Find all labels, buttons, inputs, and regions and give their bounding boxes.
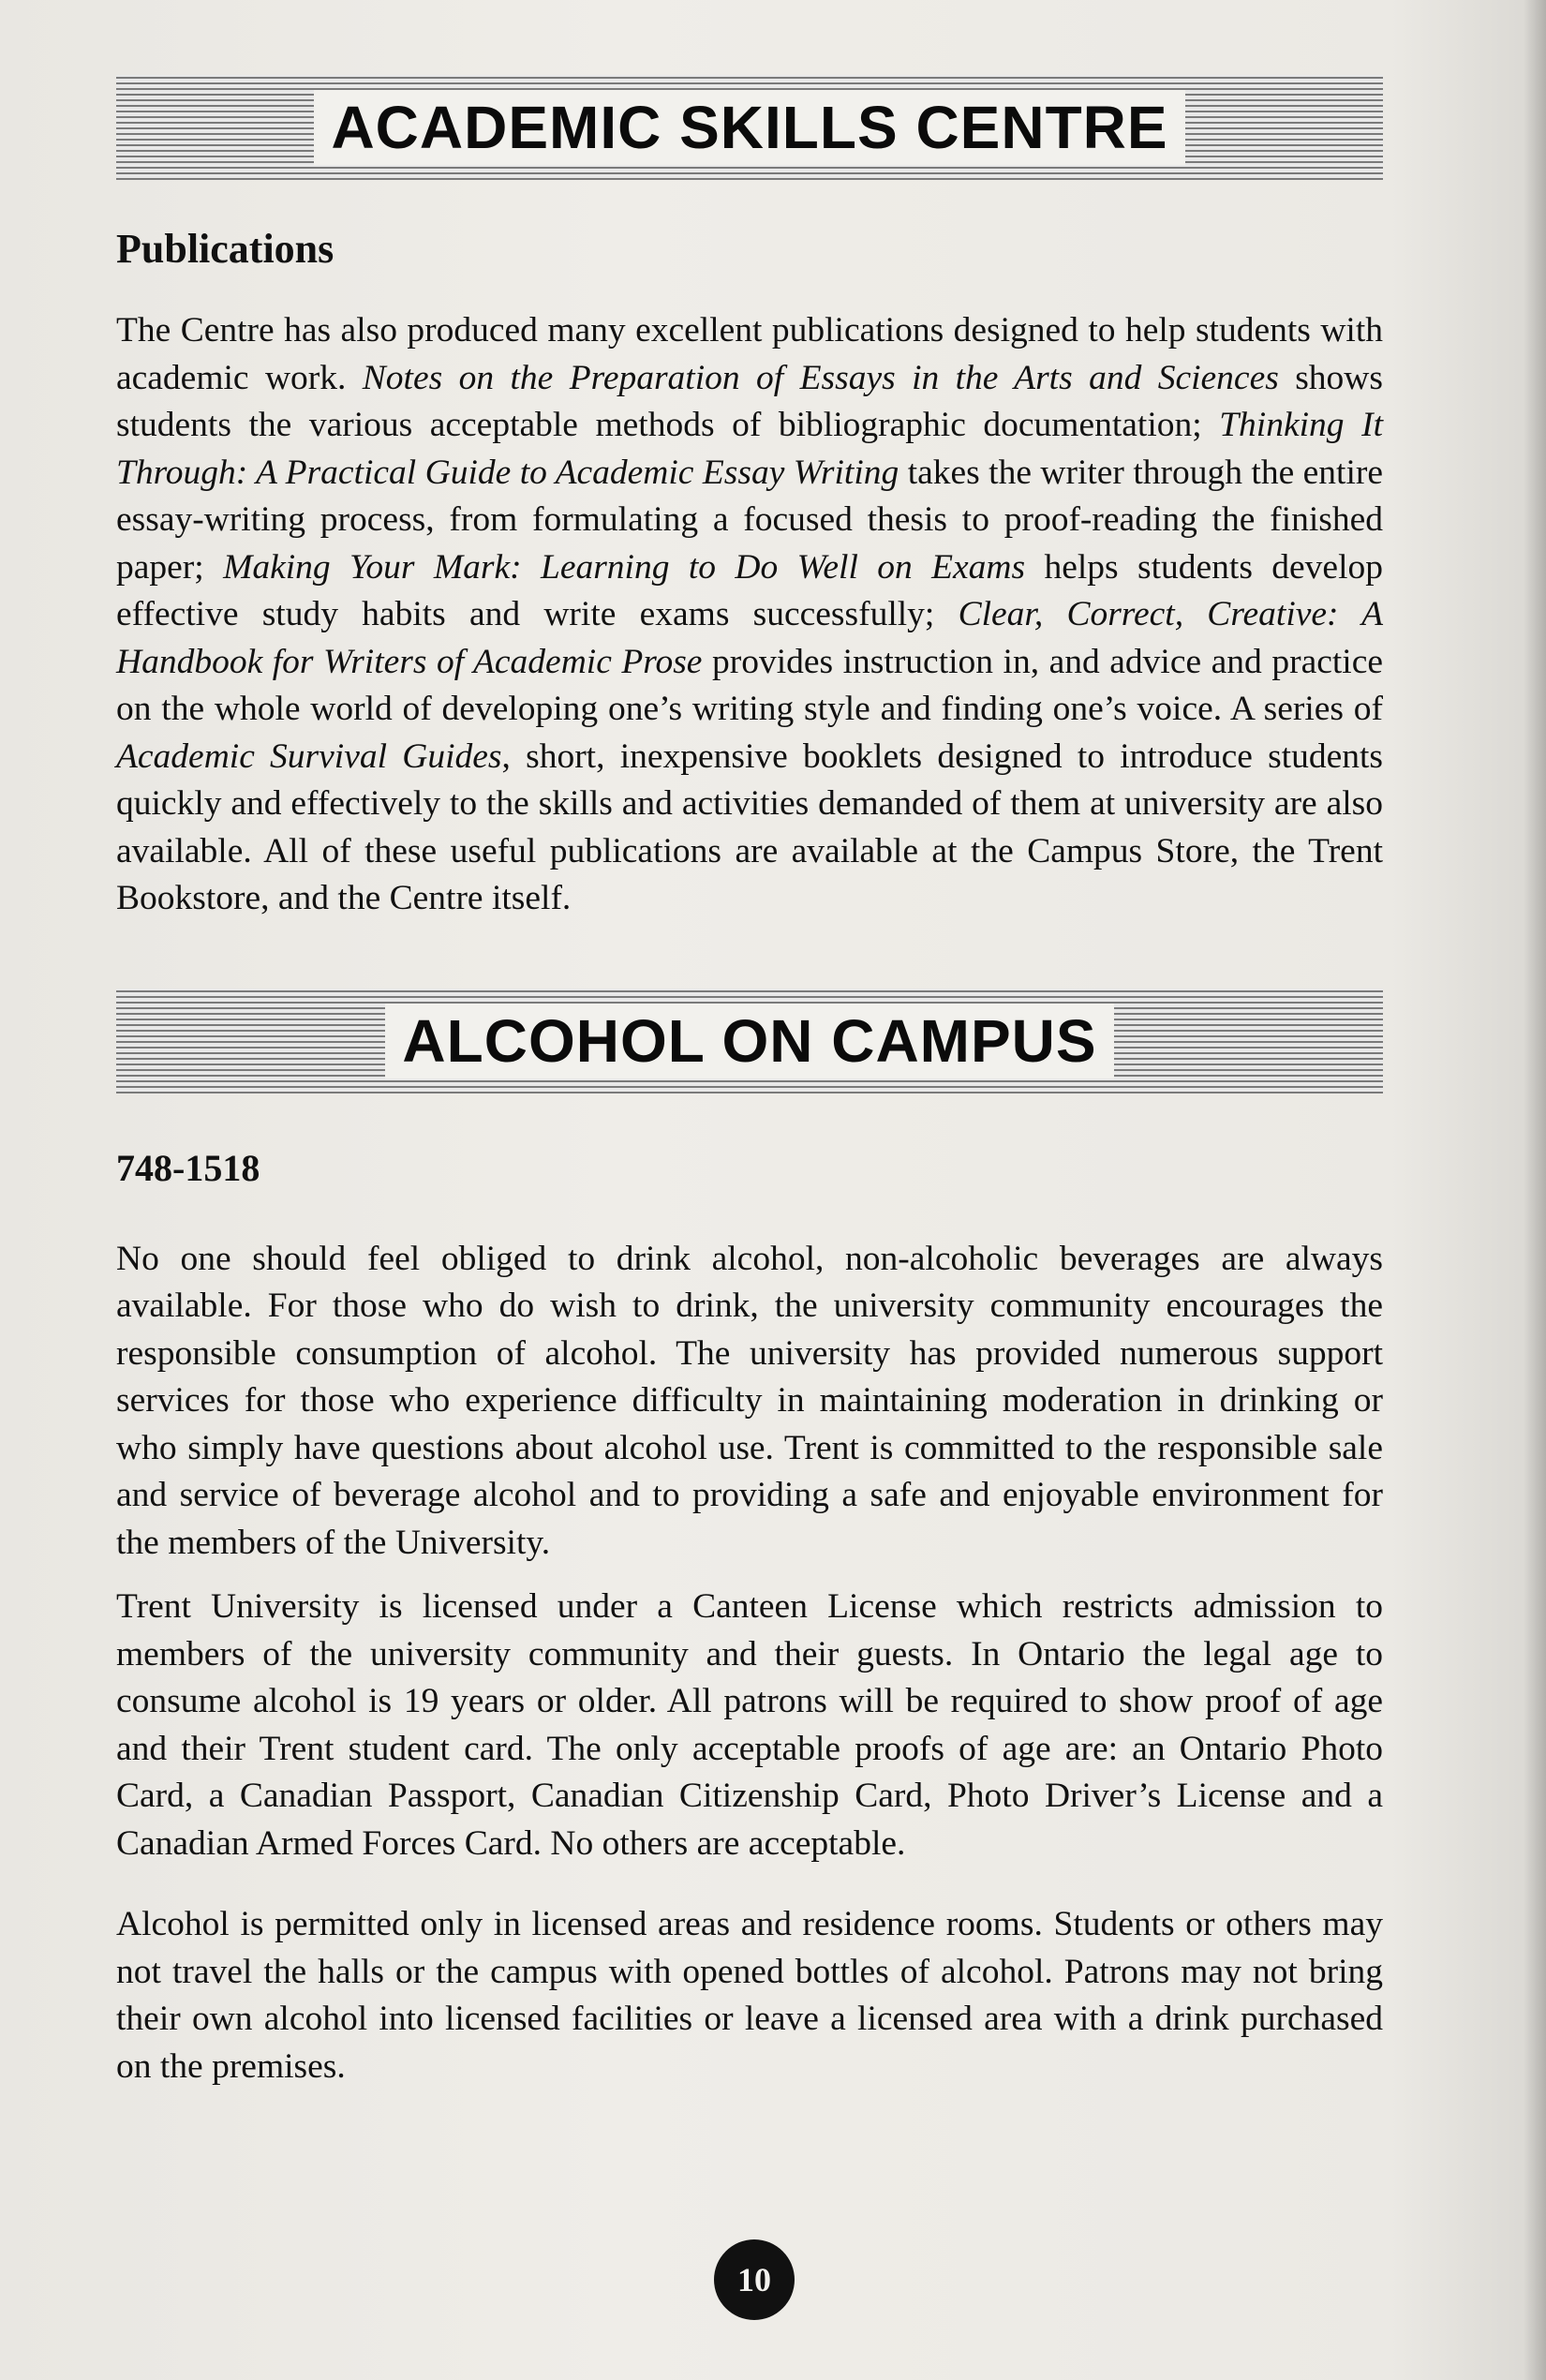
- paragraph-text: , short, inexpensive booklets designed to introduce students quickly and effectively to the skills and activities demanded of them at university are also available. All of these useful publications are available at the Campus Store, the Trent Bookstore, and the Centre itself.: [116, 736, 1383, 917]
- publication-title: Clear, Correct, Creative: A Handbook for Writers of Academic Prose: [116, 595, 1383, 681]
- page-number-badge: [714, 2239, 795, 2320]
- paragraph-text: shows students the various acceptable methods of bibliographic documentation;: [116, 358, 1383, 444]
- alcohol-paragraph: Alcohol is permitted only in licensed areas and residence rooms. Students or others may not travel the halls or the campus with opened bottles of alcohol. Patrons may not bring their own alcohol into licensed facilities or leave a licensed area with a drink purchased on the premises.: [116, 1905, 1383, 2086]
- publications-paragraph: [116, 307, 1383, 923]
- page-content: [116, 75, 1383, 2090]
- phone-number: 748-1518: [116, 1146, 260, 1189]
- publication-title: Making Your Mark: Learning to Do Well on Exams: [223, 547, 1026, 587]
- paragraph-text: helps students develop effective study habits and write exams successfully;: [116, 547, 1383, 633]
- spine-shadow: [1524, 0, 1546, 2380]
- paragraph-text: takes the writer through the entire essay-writing process, from formulating a focused thesis to proof-reading the finished paper;: [116, 453, 1383, 587]
- banner-title: ALCOHOL ON CAMPUS: [385, 1004, 1113, 1078]
- section-heading-publications: Publications: [116, 226, 334, 272]
- publication-title: Notes on the Preparation of Essays in the Arts and Sciences: [362, 358, 1279, 397]
- section-banner-alcohol: [116, 989, 1383, 1093]
- page-number: 10: [737, 2261, 771, 2298]
- publication-title: Academic Survival Guides: [116, 736, 502, 776]
- banner-title: ACADEMIC SKILLS CENTRE: [314, 90, 1184, 165]
- paragraph-text: The Centre has also produced many excellent publications designed to help students with academic work.: [116, 311, 1383, 397]
- alcohol-paragraph: No one should feel obliged to drink alcohol, non-alcoholic beverages are always available. For those who do wish to drink, the university community encourages the responsible consumption of alcohol. The university has provided numerous support services for those who experience difficulty in maintaining moderation in drinking or who simply have questions about alcohol use. Trent is committed to the responsible sale and service of beverage alcohol and to providing a safe and enjoyable environment for the members of the University.: [116, 1239, 1383, 1562]
- paragraph-text: provides instruction in, and advice and practice on the whole world of developing one’s writing style and finding one’s voice. A series of: [116, 642, 1383, 728]
- publication-title: Thinking It Through: A Practical Guide to Academic Essay Writing: [116, 406, 1383, 492]
- section-banner-academic-skills: [116, 75, 1383, 180]
- alcohol-paragraph: Trent University is licensed under a Canteen License which restricts admission to members of the university community and their guests. In Ontario the legal age to consume alcohol is 19 years or older. All patrons will be required to show proof of age and their Trent student card. The only acceptable proofs of age are: an Ontario Photo Card, a Canadian Passport, Canadian Citizenship Card, Photo Driver’s License and a Canadian Armed Forces Card. No others are acceptable.: [116, 1587, 1383, 1863]
